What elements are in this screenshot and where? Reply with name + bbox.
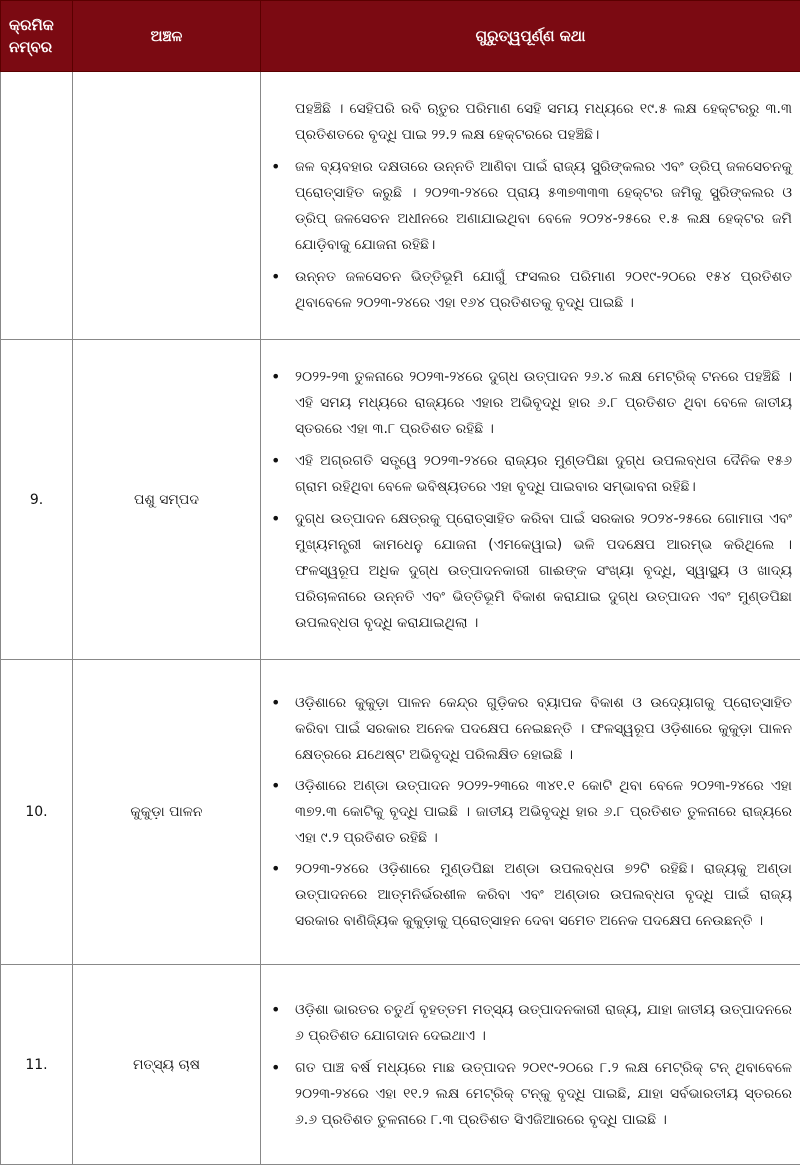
row-sector: ପଶୁ ସମ୍ପଦ <box>73 340 261 660</box>
list-item <box>269 856 792 934</box>
table-row <box>1 965 800 1165</box>
list-item <box>269 96 792 148</box>
row-number: 10. <box>1 660 73 965</box>
point-text: ୨୦୨୨-୨୩ ତୁଳନାରେ ୨୦୨୩-୨୪ରେ ଦୁଗ୍ଧ ଉତ୍ପାଦନ ୨୬.୪ ଲକ୍ଷ ମେଟ୍ରିକ୍ ଟନରେ ପହଞ୍ଚିଛି । ଏହି ସମୟ ମଧ୍ୟରେ ରାଜ୍ୟରେ ଏହାର ଅଭିବୃଦ୍ଧି ହାର ୬.୮ ପ୍ରତିଶତ ଥିବା ବେଳେ ଜାତୀୟ ସ୍ତରରେ ଏହା ୩.୮ ପ୍ରତିଶତ ରହିଛି । <box>295 368 792 437</box>
bullet-icon: • <box>271 999 281 1019</box>
point-text: ଓଡ଼ିଶା ଭାରତର ଚତୁର୍ଥ ବୃହତ୍ତମ ମତ୍ସ୍ୟ ଉତ୍ପାଦନକାରୀ ରାଜ୍ୟ, ଯାହା ଜାତୀୟ ଉତ୍ପାଦନରେ ୬ ପ୍ରତିଶତ ଯୋଗଦାନ ଦେଇଥାଏ । <box>295 1001 792 1044</box>
point-text: ଗତ ପାଞ୍ଚ ବର୍ଷ ମଧ୍ୟରେ ମାଛ ଉତ୍ପାଦନ ୨୦୧୯-୨୦ରେ ୮.୨ ଲକ୍ଷ ମେଟ୍ରିକ୍ ଟନ୍ ଥିବାବେଳେ ୨୦୨୩-୨୪ରେ ଏହା ୧୧.୨ ଲକ୍ଷ ମେଟ୍ରିକ୍ ଟନ୍‌କୁ ବୃଦ୍ଧି ପାଇଛି, ଯାହା ସର୍ବଭାରତୀୟ ସ୍ତରରେ ୬.୬ ପ୍ରତିଶତ ତୁଳନାରେ ୮.୩ ପ୍ରତିଶତ ସିଏଜିଆରରେ ବୃଦ୍ଧି ପାଇଛି । <box>295 1059 792 1128</box>
bullet-icon: • <box>271 693 281 712</box>
point-text: ୨୦୨୩-୨୪ରେ ଓଡ଼ିଶାରେ ମୁଣ୍ଡପିଛା ଅଣ୍ଡା ଉପଲବ୍ଧତା ୭୨ଟି ରହିଛି। ରାଜ୍ୟକୁ ଅଣ୍ଡା ଉତ୍ପାଦନରେ ଆତ୍ମନିର୍ଭରଶୀଳ କରିବା ଏବଂ ଅଣ୍ଡାର ଉପଲବ୍ଧତା ବୃଦ୍ଧି ପାଇଁ ରାଜ୍ୟ ସରକାର ବାଣିଜ୍ୟିକ କୁକୁଡ଼ାକୁ ପ୍ରୋତ୍ସାହନ ଦେବା ସମେତ ଅନେକ ପଦକ୍ଷେପ ନେଉଛନ୍ତି । <box>295 861 792 929</box>
bullet-icon: • <box>271 859 281 878</box>
bullet-icon: • <box>271 508 281 528</box>
bullet-icon: • <box>271 366 281 386</box>
list-item <box>269 997 792 1049</box>
point-text: ଓଡ଼ିଶାରେ ଅଣ୍ଡା ଉତ୍ପାଦନ ୨୦୨୨-୨୩ରେ ୩୪୧.୧ କୋଟି ଥିବା ବେଳେ ୨୦୨୩-୨୪ରେ ଏହା ୩୭୨.୩ କୋଟିକୁ ବୃଦ୍ଧି ପାଇଛି । ଜାତୀୟ ଅଭିବୃଦ୍ଧି ହାର ୬.୮ ପ୍ରତିଶତ ତୁଳନାରେ ରାଜ୍ୟରେ ଏହା ୯.୨ ପ୍ରତିଶତ ରହିଛି । <box>295 778 792 846</box>
row-number: 11. <box>1 965 73 1165</box>
row-sector <box>73 72 261 340</box>
point-text: ଓଡ଼ିଶାରେ କୁକୁଡ଼ା ପାଳନ କେନ୍ଦ୍ର ଗୁଡ଼ିକର ବ୍ୟାପକ ବିକାଶ ଓ ଉଦ୍ୟୋଗକୁ ପ୍ରୋତ୍ସାହିତ କରିବା ପାଇଁ ସରକାର ଅନେକ ପଦକ୍ଷେପ ନେଇଛନ୍ତି । ଫଳସ୍ୱରୂପ ଓଡ଼ିଶାରେ କୁକୁଡ଼ା ପାଳନ କ୍ଷେତ୍ରରେ ଯଥେଷ୍ଟ ଅଭିବୃଦ୍ଧି ପରିଲକ୍ଷିତ ହୋଇଛି । <box>295 695 792 763</box>
point-text: ପହଞ୍ଚିଛି । ସେହିପରି ରବି ଋତୁର ପରିମାଣ ସେହି ସମୟ ମଧ୍ୟରେ ୧୯.୫ ଲକ୍ଷ ହେକ୍ଟରରୁ ୩.୩ ପ୍ରତିଶତରେ ବୃଦ୍ଧି ପାଇ ୨୨.୨ ଲକ୍ଷ ହେକ୍ଟରରେ ପହଞ୍ଚିଛି। <box>295 100 792 143</box>
list-item <box>269 1055 792 1133</box>
header-sector: ଅଞ୍ଚଳ <box>73 1 261 72</box>
table-row <box>1 340 800 660</box>
row-sector: କୁକୁଡ଼ା ପାଳନ <box>73 660 261 965</box>
list-item <box>269 264 792 316</box>
bullet-icon: • <box>271 156 281 176</box>
list-item <box>269 448 792 500</box>
row-number: 9. <box>1 340 73 660</box>
header-key-points: ଗୁରୁତ୍ୱପୂର୍ଣ୍ଣ କଥା <box>261 1 800 72</box>
table-row <box>1 72 800 340</box>
bullet-icon: • <box>271 776 281 795</box>
row-points <box>261 72 800 340</box>
bullet-icon: • <box>271 266 281 286</box>
table-header-row <box>1 1 800 72</box>
point-text: ଦୁଗ୍ଧ ଉତ୍ପାଦନ କ୍ଷେତ୍ରକୁ ପ୍ରୋତ୍ସାହିତ କରିବା ପାଇଁ ସରକାର ୨୦୨୪-୨୫ରେ ଗୋମାତା ଏବଂ ମୁଖ୍ୟମନ୍ତ୍ରୀ କାମଧେନୁ ଯୋଜନା (ଏମକେୱାଇ) ଭଳି ପଦକ୍ଷେପ ଆରମ୍ଭ କରିଥିଲେ । ଫଳସ୍ୱରୂପ ଅଧିକ ଦୁଗ୍ଧ ଉତ୍ପାଦନକାରୀ ଗାଈଙ୍କ ସଂଖ୍ୟା ବୃଦ୍ଧି, ସ୍ୱାସ୍ଥ୍ୟ ଓ ଖାଦ୍ୟ ପରିଚାଳନାରେ ଉନ୍ନତି ଏବଂ ଭିତ୍ତିଭୂମି ବିକାଶ କରାଯାଇ ଦୁଗ୍ଧ ଉତ୍ପାଦନ ଏବଂ ମୁଣ୍ଡପିଛା ଉପଲବ୍ଧତା ବୃଦ୍ଧି କରାଯାଇଥିଲା । <box>295 510 792 631</box>
bullet-icon: • <box>271 450 281 470</box>
row-points <box>261 340 800 660</box>
bullet-icon: • <box>271 1057 281 1077</box>
list-item <box>269 506 792 636</box>
list-item <box>269 154 792 258</box>
row-points <box>261 660 800 965</box>
list-item <box>269 364 792 442</box>
row-points <box>261 965 800 1165</box>
point-text: ଏହି ଅଗ୍ରଗତି ସତ୍ତ୍ୱେ ୨୦୨୩-୨୪ରେ ରାଜ୍ୟର ମୁଣ୍ଡପିଛା ଦୁଗ୍ଧ ଉପଲବ୍ଧତା ଦୈନିକ ୧୫୬ ଗ୍ରାମ ରହିଥିବା ବେଳେ ଭବିଷ୍ୟତରେ ଏହା ବୃଦ୍ଧି ପାଇବାର ସମ୍ଭାବନା ରହିଛି। <box>295 452 792 495</box>
header-serial-number: କ୍ରମିକ ନମ୍ବର <box>1 1 73 72</box>
list-item <box>269 690 792 768</box>
point-text: ଉନ୍ନତ ଜଳସେଚନ ଭିତ୍ତିଭୂମି ଯୋଗୁଁ ଫସଲର ପରିମାଣ ୨୦୧୯-୨୦ରେ ୧୫୪ ପ୍ରତିଶତ ଥିବାବେଳେ ୨୦୨୩-୨୪ରେ ଏହା ୧୬୪ ପ୍ରତିଶତକୁ ବୃଦ୍ଧି ପାଇଛି । <box>295 268 792 311</box>
table-row <box>1 660 800 965</box>
list-item <box>269 773 792 851</box>
row-number <box>1 72 73 340</box>
point-text: ଜଳ ବ୍ୟବହାର ଦକ୍ଷତାରେ ଉନ୍ନତି ଆଣିବା ପାଇଁ ରାଜ୍ୟ ସ୍ପ୍ରିଙ୍କଲର ଏବଂ ଡ୍ରିପ୍ ଜଳସେଚନକୁ ପ୍ରୋତ୍ସାହିତ କରୁଛି । ୨୦୨୩-୨୪ରେ ପ୍ରାୟ ୫୩୭୩୩୩ ହେକ୍ଟର ଜମିକୁ ସ୍ପ୍ରିଙ୍କଲର ଓ ଡ୍ରିପ୍ ଜଳସେଚନ ଅଧୀନରେ ଅଣାଯାଇଥିବା ବେଳେ ୨୦୨୪-୨୫ରେ ୧.୫ ଲକ୍ଷ ହେକ୍ଟର ଜମି ଯୋଡ଼ିବାକୁ ଯୋଜନା ରହିଛି। <box>295 158 792 253</box>
row-sector: ମତ୍ସ୍ୟ ଚାଷ <box>73 965 261 1165</box>
